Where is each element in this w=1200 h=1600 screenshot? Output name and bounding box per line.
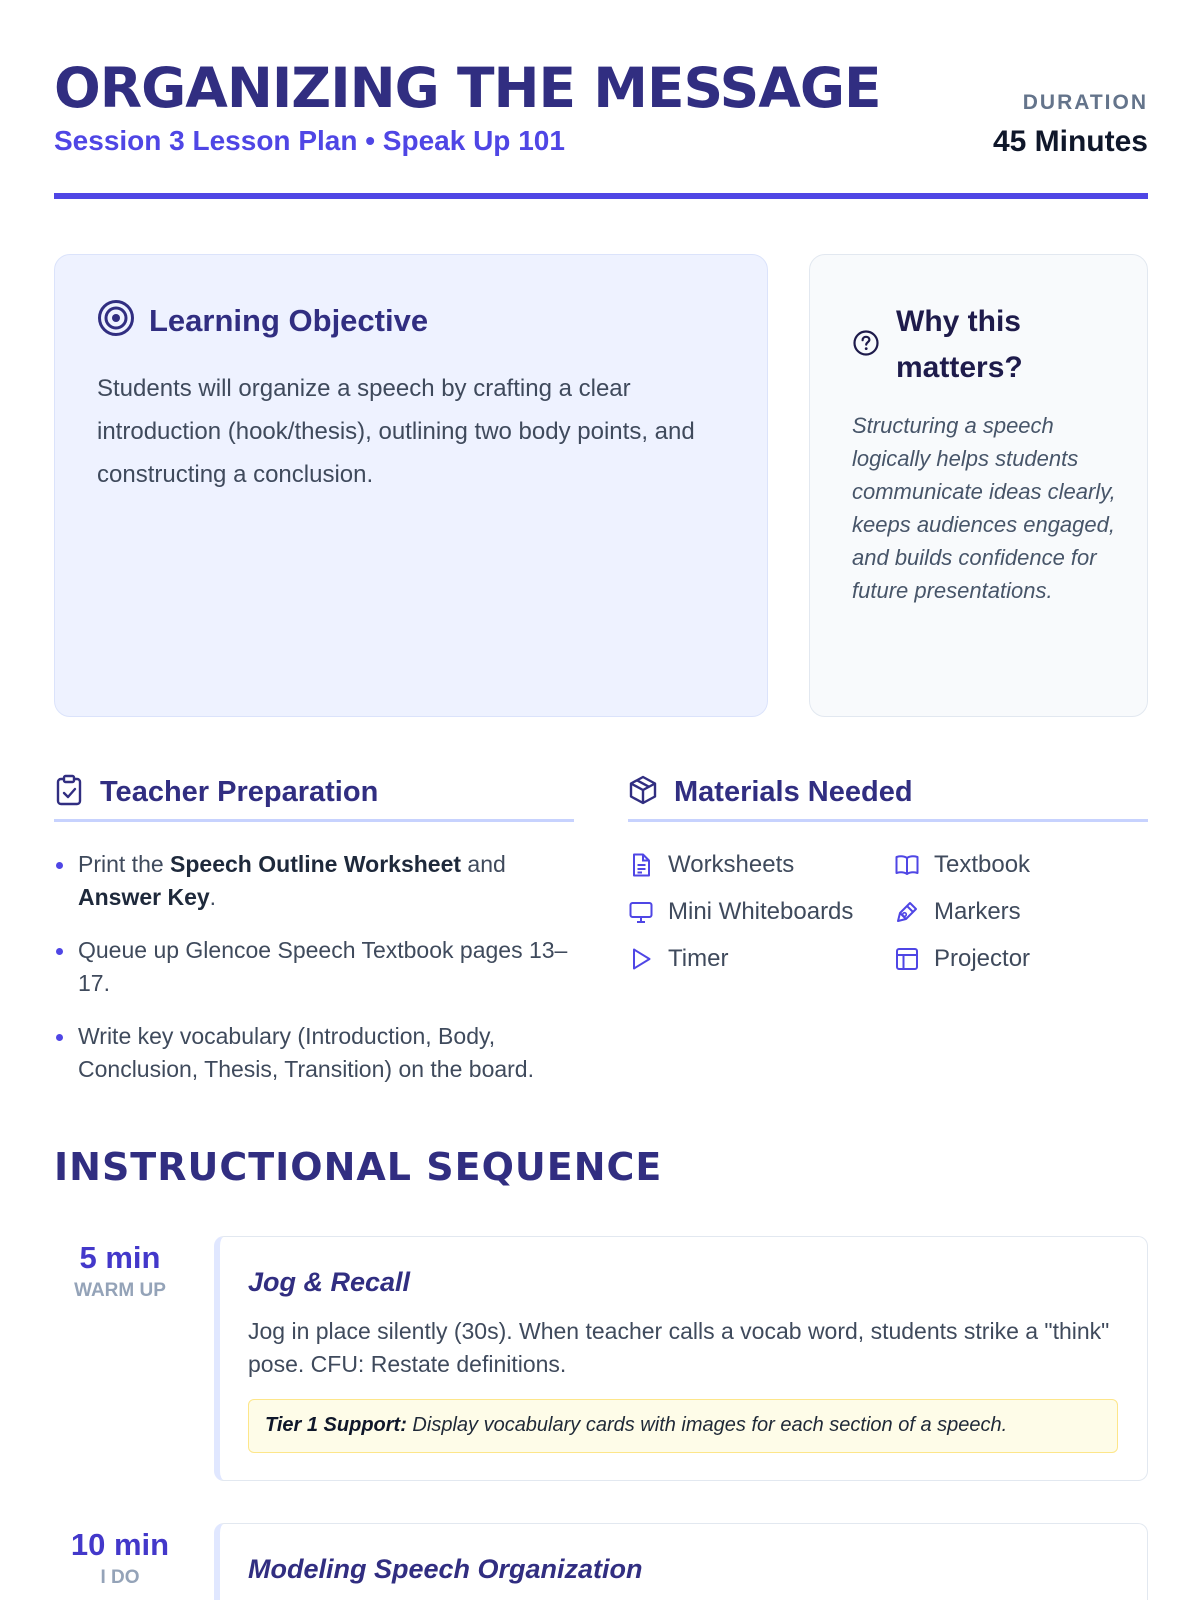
why-matters-card <box>809 254 1148 717</box>
material-projector: Projector <box>894 942 1148 976</box>
learning-objective-text: Students will organize a speech by crafting a clear introduction (hook/thesis), outlining two body points, and constructing a conclusion. <box>97 375 695 488</box>
step-phase: I DO <box>100 1567 140 1588</box>
materials-heading: Materials Needed <box>674 776 913 808</box>
step-title: Modeling Speech Organization <box>248 1554 643 1584</box>
support-note <box>248 1399 1118 1453</box>
page-title: ORGANIZING THE MESSAGE <box>54 56 881 120</box>
why-matters-text: Structuring a speech logically helps students communicate ideas clearly, keeps audiences engaged, and builds confidence for future presentations. <box>852 413 1116 603</box>
material-textbook: Textbook <box>894 848 1148 882</box>
why-matters-header <box>852 299 1066 391</box>
preparation-list <box>54 848 574 1106</box>
learning-objective-card <box>54 254 768 717</box>
materials-list <box>628 848 1148 976</box>
support-label: Tier 1 Support: <box>265 1414 407 1436</box>
monitor-icon <box>628 899 654 925</box>
package-icon <box>628 774 658 811</box>
learning-objective-heading: Learning Objective <box>149 302 429 338</box>
list-item: Print the Speech Outline Worksheet and Answer Key. <box>54 848 574 914</box>
step-phase: WARM UP <box>74 1280 166 1301</box>
material-mini-whiteboards: Mini Whiteboards <box>628 895 894 929</box>
page-subtitle: Session 3 Lesson Plan • Speak Up 101 <box>54 125 565 156</box>
material-timer: Timer <box>628 942 894 976</box>
sequence-title: INSTRUCTIONAL SEQUENCE <box>54 1145 663 1189</box>
step-title: Jog & Recall <box>248 1267 411 1297</box>
material-worksheets: Worksheets <box>628 848 894 882</box>
layout-icon <box>894 946 920 972</box>
learning-objective-header <box>97 299 428 342</box>
duration-value: 45 Minutes <box>992 125 1148 158</box>
materials-header <box>628 774 1148 822</box>
step-duration: 10 min <box>70 1527 170 1562</box>
question-circle-icon <box>852 329 880 362</box>
play-icon <box>628 946 654 972</box>
list-item: Queue up Glencoe Speech Textbook pages 13–17. <box>54 934 574 1000</box>
why-matters-heading: Why this matters? <box>896 305 1023 384</box>
book-icon <box>894 852 920 878</box>
teacher-preparation-header <box>54 774 574 822</box>
step-time <box>60 1240 180 1302</box>
target-icon <box>97 299 135 342</box>
clipboard-check-icon <box>54 774 84 811</box>
step-card <box>214 1523 1148 1600</box>
support-text: Display vocabulary cards with images for each section of a speech. <box>406 1414 1008 1436</box>
document-icon <box>628 852 654 878</box>
teacher-preparation-heading: Teacher Preparation <box>100 776 379 808</box>
header-divider <box>54 193 1148 199</box>
pen-icon <box>894 899 920 925</box>
step-description: Jog in place silently (30s). When teacher calls a vocab word, students strike a "think" pose. CFU: Restate definitions. <box>248 1318 1110 1377</box>
step-time <box>60 1527 180 1589</box>
step-card <box>214 1236 1148 1481</box>
material-markers: Markers <box>894 895 1148 929</box>
step-duration: 5 min <box>79 1240 161 1275</box>
duration-label: DURATION <box>1022 91 1148 114</box>
list-item: Write key vocabulary (Introduction, Body, Conclusion, Thesis, Transition) on the board. <box>54 1020 574 1086</box>
